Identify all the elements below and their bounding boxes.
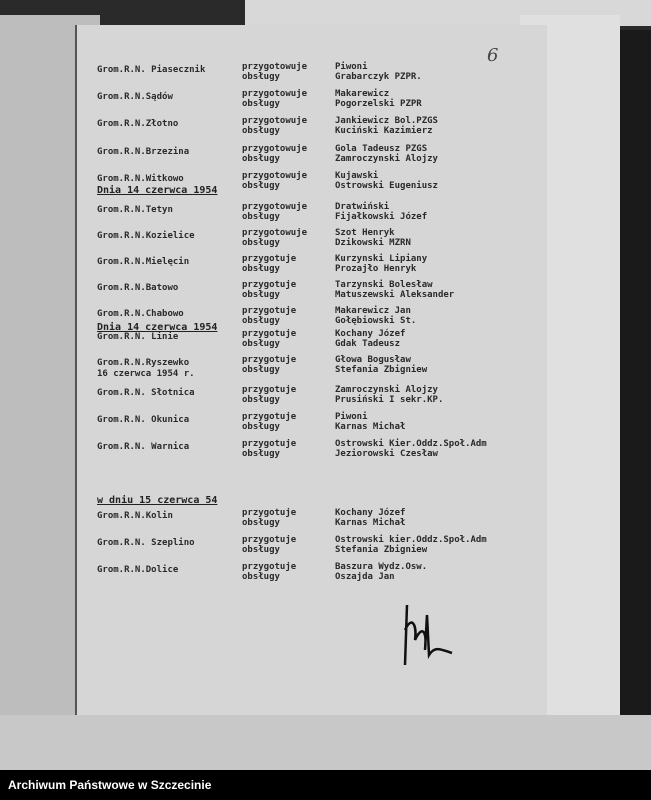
person-name: Karnas Michał [335,422,406,432]
action-line: przygotowuje [242,228,308,238]
archive-footer [0,770,651,800]
person-name: Fijałkowski Józef [335,212,428,222]
place-name: Grom.R.N.Chabowo [97,309,184,319]
person-name: Karnas Michał [335,518,406,528]
person-name: Szot Henryk [335,228,395,238]
person-name: Makarewicz Jan [335,306,411,316]
place-name: Grom.R.N.Kolin [97,511,173,521]
action-line: obsługy [242,181,280,191]
place-name: Grom.R.N. Warnica [97,442,190,452]
place-name: Grom.R.N. Okunica [97,415,190,425]
place-name: Grom.R.N. Linie [97,332,179,342]
person-name: Tarzynski Bolesław [335,280,433,290]
person-name: Dratwiński [335,202,390,212]
action-line: przygotuje [242,562,297,572]
person-name: Kurzynski Lipiany [335,254,428,264]
place-name: Grom.R.N.Brzezina [97,147,190,157]
action-line: obsługy [242,422,280,432]
action-line: obsługy [242,126,280,136]
action-line: obsługy [242,395,280,405]
person-name: Baszura Wydz.Osw. [335,562,428,572]
action-line: obsługy [242,154,280,164]
person-name: Grabarczyk PZPR. [335,72,422,82]
place-name: Grom.R.N.Kozielice [97,231,195,241]
place-name: Grom.R.N. Szeplino [97,538,195,548]
action-line: przygotowuje [242,116,308,126]
archive-name: Archiwum Państwowe w Szczecinie [8,778,212,792]
person-name: Stefania Zbigniew [335,545,428,555]
action-line: przygotuje [242,412,297,422]
person-name: Matuszewski Aleksander [335,290,455,300]
action-line: przygotowuje [242,62,308,72]
date-heading: Dnia 14 czerwca 1954 [97,322,218,333]
person-name: Kochany Józef [335,508,406,518]
person-name: Gołębiowski St. [335,316,417,326]
person-name: Ostrowski Eugeniusz [335,181,438,191]
action-line: obsługy [242,72,280,82]
action-line: przygotuje [242,535,297,545]
place-name: Grom.R.N.Sądów [97,92,173,102]
date-heading: w dniu 15 czerwca 54 [97,495,218,506]
person-name: Zamroczynski Alojzy [335,385,438,395]
document-page [75,25,547,715]
person-name: Kuciński Kazimierz [335,126,433,136]
place-name: Grom.R.N.Złotno [97,119,179,129]
action-line: przygotuje [242,306,297,316]
person-name: Jankiewicz Bol.PZGS [335,116,438,126]
place-name: Grom.R.N.Witkowo [97,174,184,184]
place-name: Grom.R.N.Batowo [97,283,179,293]
action-line: przygotowuje [242,202,308,212]
person-name: Kujawski [335,171,379,181]
action-line: obsługy [242,572,280,582]
action-line: obsługy [242,99,280,109]
person-name: Prusiński I sekr.KP. [335,395,444,405]
action-line: obsługy [242,545,280,555]
person-name: Kochany Józef [335,329,406,339]
person-name: Oszajda Jan [335,572,395,582]
paper-edge-bottom [0,715,651,770]
action-line: obsługy [242,339,280,349]
person-name: Gdak Tadeusz [335,339,401,349]
action-line: obsługy [242,212,280,222]
action-line: przygotowuje [242,89,308,99]
action-line: obsługy [242,365,280,375]
person-name: Głowa Bogusław [335,355,411,365]
action-line: przygotuje [242,355,297,365]
page-number: 6 [487,45,499,66]
person-name: Stefania Zbigniew [335,365,428,375]
action-line: przygotuje [242,254,297,264]
place-name: Grom.R.N.Tetyn [97,205,173,215]
action-line: przygotowuje [242,144,308,154]
handwritten-signature [397,595,457,675]
action-line: obsługy [242,518,280,528]
place-name: Grom.R.N. Słotnica [97,388,195,398]
person-name: Pogorzelski PZPR [335,99,422,109]
action-line: przygotuje [242,439,297,449]
action-line: przygotuje [242,508,297,518]
person-name: Ostrowski kier.Oddz.Społ.Adm [335,535,487,545]
action-line: obsługy [242,264,280,274]
date-heading: Dnia 14 czerwca 1954 [97,185,218,196]
place-name: Grom.R.N.Dolice [97,565,179,575]
action-line: przygotowuje [242,171,308,181]
action-line: przygotuje [242,385,297,395]
person-name: Ostrowski Kier.Oddz.Społ.Adm [335,439,487,449]
person-name: Dzikowski MZRN [335,238,411,248]
person-name: Jeziorowski Czesław [335,449,438,459]
action-line: obsługy [242,290,280,300]
person-name: Makarewicz [335,89,390,99]
place-name: Grom.R.N.Ryszewko 16 czerwca 1954 r. [97,358,195,379]
person-name: Zamroczynski Alojzy [335,154,438,164]
action-line: obsługy [242,316,280,326]
place-name: Grom.R.N. Piaseсznik [97,65,206,75]
person-name: Gola Tadeusz PZGS [335,144,428,154]
action-line: przygotuje [242,329,297,339]
action-line: obsługy [242,238,280,248]
person-name: Piwoni [335,62,368,72]
person-name: Piwoni [335,412,368,422]
action-line: przygotuje [242,280,297,290]
action-line: obsługy [242,449,280,459]
place-name: Grom.R.N.Mielęcin [97,257,190,267]
person-name: Prozajło Henryk [335,264,417,274]
